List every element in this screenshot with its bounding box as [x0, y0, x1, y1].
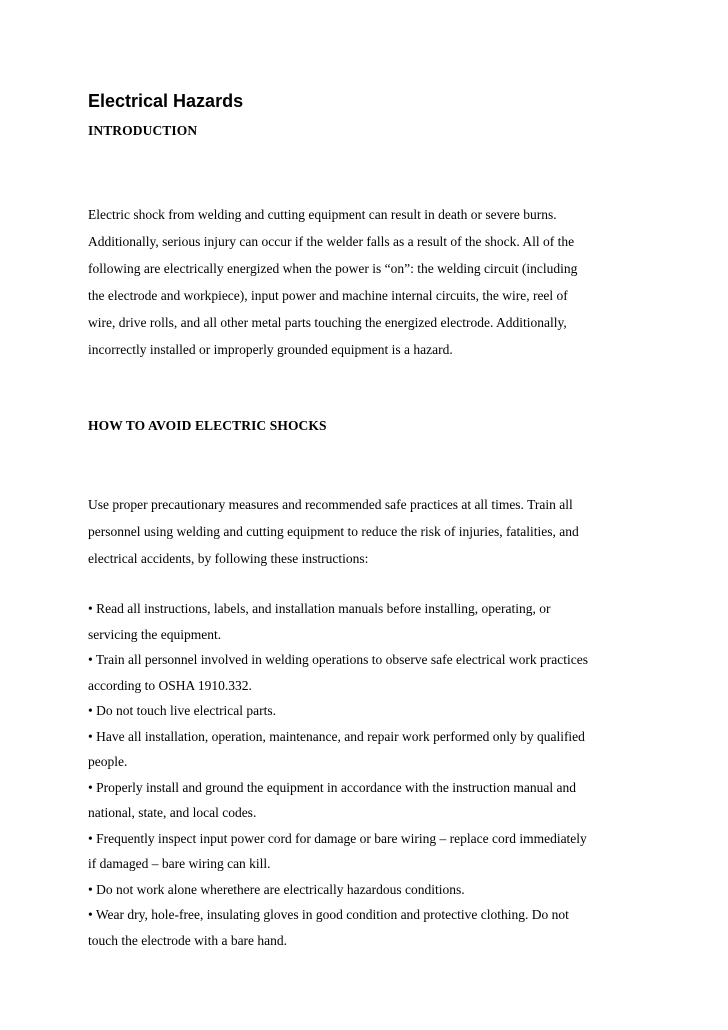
list-item — [88, 724, 648, 775]
paragraph-line: electrical accidents, by following these instructions: — [88, 551, 369, 566]
list-item-line: servicing the equipment. — [88, 626, 222, 642]
document-title: Electrical Hazards — [88, 91, 244, 111]
list-item — [88, 826, 648, 877]
instruction-list — [88, 596, 648, 953]
list-item-line: touch the electrode with a bare hand. — [88, 932, 288, 948]
list-item — [88, 877, 648, 903]
paragraph-line: incorrectly installed or improperly grounded equipment is a hazard. — [88, 342, 453, 357]
list-item — [88, 775, 648, 826]
list-item-line: • Frequently inspect input power cord for damage or bare wiring – replace cord immediately — [88, 830, 587, 846]
list-item-line: • Do not work alone wherethere are electrically hazardous conditions. — [88, 881, 465, 897]
list-item — [88, 902, 648, 953]
paragraph-line: following are electrically energized when the power is “on”: the welding circuit (including — [88, 261, 578, 276]
paragraph-line: wire, drive rolls, and all other metal parts touching the energized electrode. Additionally, — [88, 315, 567, 330]
list-item-line: • Properly install and ground the equipment in accordance with the instruction manual and — [88, 779, 576, 795]
list-item-line: • Train all personnel involved in welding operations to observe safe electrical work practices — [88, 652, 588, 667]
avoid-shocks-paragraph — [88, 491, 648, 572]
list-item-line: if damaged – bare wiring can kill. — [88, 856, 271, 871]
introduction-paragraph — [88, 201, 648, 363]
paragraph-line: Additionally, serious injury can occur if the welder falls as a result of the shock. All of the — [88, 234, 575, 249]
list-item-line: national, state, and local codes. — [88, 805, 257, 820]
paragraph-line: the electrode and workpiece), input power and machine internal circuits, the wire, reel of — [88, 288, 568, 303]
list-item-line: • Wear dry, hole-free, insulating gloves in good condition and protective clothing. Do not — [88, 907, 569, 922]
list-item-line: people. — [88, 754, 128, 769]
avoid-shocks-heading: HOW TO AVOID ELECTRIC SHOCKS — [88, 418, 327, 433]
document-content — [88, 90, 648, 953]
list-item-line: • Do not touch live electrical parts. — [88, 703, 277, 718]
list-item — [88, 647, 648, 698]
introduction-heading: INTRODUCTION — [88, 123, 198, 138]
list-item-line: • Have all installation, operation, maintenance, and repair work performed only by qualified — [88, 728, 585, 744]
list-item-line: • Read all instructions, labels, and installation manuals before installing, operating, or — [88, 601, 551, 616]
paragraph-line: personnel using welding and cutting equipment to reduce the risk of injuries, fatalities, and — [88, 524, 579, 539]
list-item — [88, 596, 648, 647]
paragraph-line: Use proper precautionary measures and recommended safe practices at all times. Train all — [88, 497, 573, 512]
list-item-line: according to OSHA 1910.332. — [88, 677, 252, 693]
paragraph-line: Electric shock from welding and cutting equipment can result in death or severe burns. — [88, 207, 557, 222]
list-item — [88, 698, 648, 724]
